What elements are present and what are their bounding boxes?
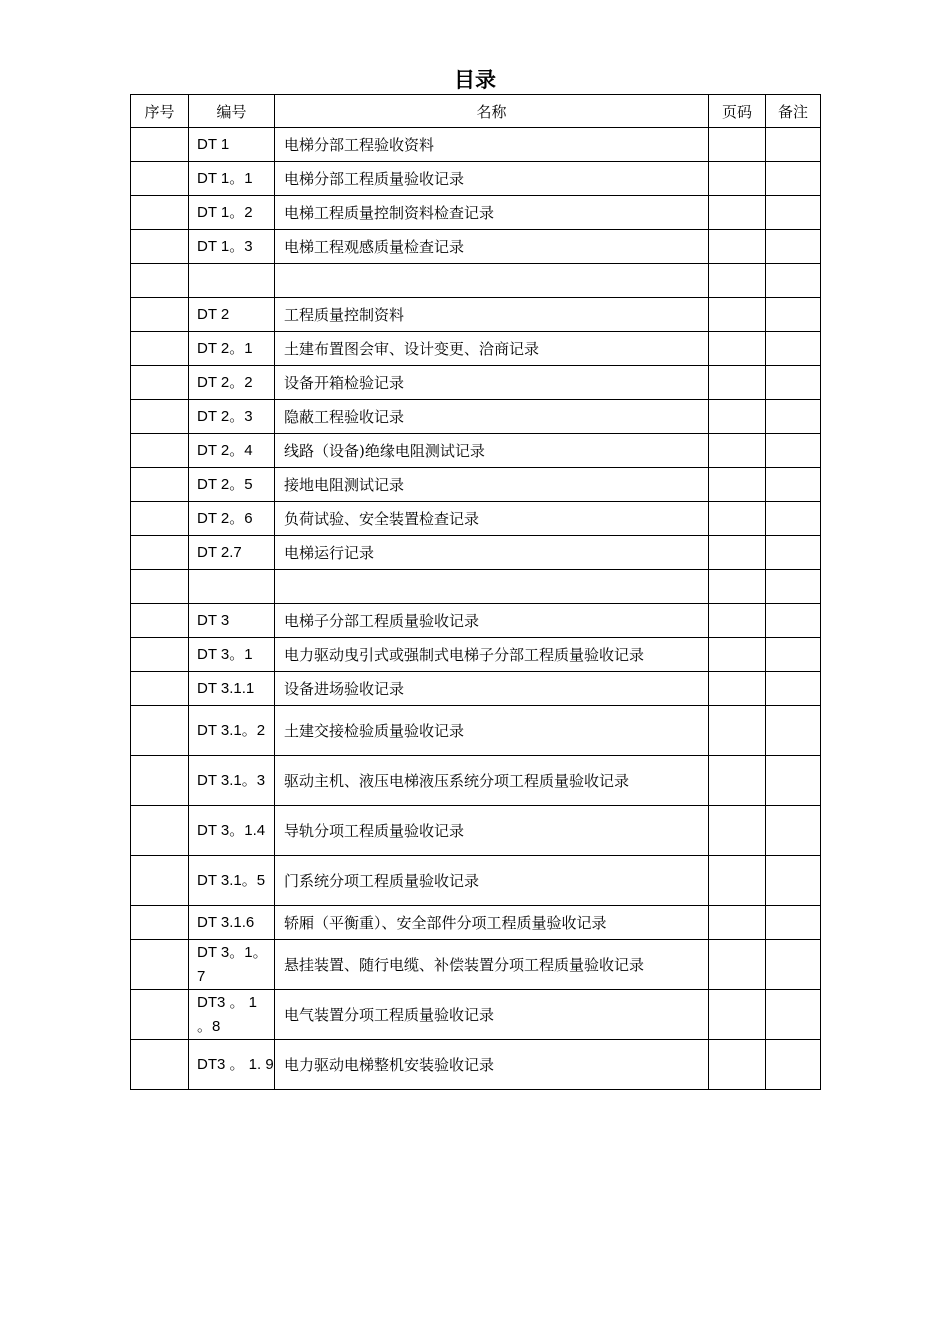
cell-code: DT 2。2 [189,366,275,400]
cell-no [131,332,189,366]
cell-page [709,468,766,502]
cell-name [275,264,709,298]
cell-remark [766,230,821,264]
cell-code: DT 2。5 [189,468,275,502]
cell-page [709,1040,766,1090]
cell-no [131,128,189,162]
cell-remark [766,264,821,298]
cell-name: 轿厢（平衡重）、安全部件分项工程质量验收记录 [275,906,709,940]
cell-no [131,502,189,536]
cell-remark [766,196,821,230]
table-row [131,468,821,502]
cell-code: DT 2。1 [189,332,275,366]
cell-name [275,570,709,604]
header-remark: 备注 [766,95,821,128]
cell-remark [766,940,821,990]
cell-page [709,906,766,940]
cell-remark [766,366,821,400]
cell-no [131,434,189,468]
cell-name: 设备开箱检验记录 [275,366,709,400]
cell-remark [766,856,821,906]
cell-remark [766,162,821,196]
cell-name: 电梯运行记录 [275,536,709,570]
cell-remark [766,298,821,332]
table-row [131,196,821,230]
table-row [131,940,821,990]
cell-code: DT 3.1。2 [189,706,275,756]
cell-code: DT 3.1.1 [189,672,275,706]
cell-no [131,468,189,502]
cell-no [131,856,189,906]
cell-no [131,536,189,570]
cell-remark [766,604,821,638]
table-row [131,570,821,604]
cell-code: DT 1 [189,128,275,162]
cell-name: 电气装置分项工程质量验收记录 [275,990,709,1040]
cell-page [709,264,766,298]
cell-page [709,366,766,400]
cell-page [709,400,766,434]
cell-no [131,230,189,264]
cell-page [709,638,766,672]
cell-code: DT 3。1.4 [189,806,275,856]
cell-code: DT 3.1。3 [189,756,275,806]
cell-remark [766,570,821,604]
cell-remark [766,756,821,806]
cell-code: DT 2 [189,298,275,332]
cell-name: 电梯子分部工程质量验收记录 [275,604,709,638]
cell-no [131,706,189,756]
table-row [131,332,821,366]
table-row [131,638,821,672]
cell-code: DT3 。 1 。8 [189,990,275,1040]
cell-no [131,264,189,298]
cell-code: DT 1。2 [189,196,275,230]
cell-page [709,672,766,706]
cell-name: 电力驱动曳引式或强制式电梯子分部工程质量验收记录 [275,638,709,672]
cell-no [131,196,189,230]
cell-name: 负荷试验、安全装置检查记录 [275,502,709,536]
cell-code: DT 3 [189,604,275,638]
cell-name: 门系统分项工程质量验收记录 [275,856,709,906]
cell-remark [766,434,821,468]
cell-remark [766,906,821,940]
header-page: 页码 [709,95,766,128]
cell-no [131,1040,189,1090]
cell-name: 设备进场验收记录 [275,672,709,706]
cell-code: DT 2。3 [189,400,275,434]
table-row [131,366,821,400]
table-row [131,162,821,196]
cell-name: 电梯分部工程质量验收记录 [275,162,709,196]
cell-no [131,756,189,806]
cell-no [131,604,189,638]
table-row [131,604,821,638]
cell-page [709,332,766,366]
cell-name: 悬挂装置、随行电缆、补偿装置分项工程质量验收记录 [275,940,709,990]
cell-code [189,570,275,604]
cell-name: 导轨分项工程质量验收记录 [275,806,709,856]
table-row [131,230,821,264]
cell-remark [766,638,821,672]
cell-page [709,298,766,332]
header-code: 编号 [189,95,275,128]
cell-no [131,672,189,706]
cell-code: DT 3.1.6 [189,906,275,940]
cell-code: DT 3。1。7 [189,940,275,990]
cell-name: 电力驱动电梯整机安装验收记录 [275,1040,709,1090]
cell-no [131,570,189,604]
cell-remark [766,332,821,366]
cell-no [131,366,189,400]
cell-page [709,806,766,856]
cell-name: 接地电阻测试记录 [275,468,709,502]
cell-code: DT 3。1 [189,638,275,672]
cell-page [709,502,766,536]
table-row [131,672,821,706]
cell-no [131,990,189,1040]
cell-page [709,128,766,162]
table-row [131,1040,821,1090]
cell-page [709,706,766,756]
cell-page [709,196,766,230]
cell-no [131,638,189,672]
cell-code: DT3 。 1. 9 [189,1040,275,1090]
cell-remark [766,672,821,706]
cell-remark [766,400,821,434]
header-no: 序号 [131,95,189,128]
cell-page [709,162,766,196]
table-header-row [131,95,821,128]
cell-remark [766,128,821,162]
cell-page [709,536,766,570]
table-row [131,756,821,806]
cell-remark [766,468,821,502]
cell-remark [766,706,821,756]
cell-page [709,604,766,638]
table-row [131,856,821,906]
cell-no [131,298,189,332]
table-row [131,502,821,536]
cell-name: 驱动主机、液压电梯液压系统分项工程质量验收记录 [275,756,709,806]
cell-no [131,940,189,990]
cell-no [131,162,189,196]
header-name: 名称 [275,95,709,128]
cell-code: DT 2。6 [189,502,275,536]
cell-code: DT 1。3 [189,230,275,264]
cell-remark [766,1040,821,1090]
cell-page [709,856,766,906]
table-row [131,128,821,162]
cell-no [131,400,189,434]
table-row [131,536,821,570]
table-row [131,906,821,940]
cell-page [709,990,766,1040]
cell-code: DT 2。4 [189,434,275,468]
table-row [131,990,821,1040]
cell-no [131,906,189,940]
page-title: 目录 [454,68,496,92]
table-row [131,706,821,756]
cell-code: DT 1。1 [189,162,275,196]
cell-name: 电梯工程观感质量检查记录 [275,230,709,264]
table-row [131,434,821,468]
cell-page [709,570,766,604]
cell-page [709,756,766,806]
cell-page [709,940,766,990]
toc-table [130,94,821,1090]
table-row [131,264,821,298]
cell-remark [766,536,821,570]
cell-name: 土建布置图会审、设计变更、洽商记录 [275,332,709,366]
cell-name: 线路（设备)绝缘电阻测试记录 [275,434,709,468]
cell-remark [766,806,821,856]
cell-page [709,434,766,468]
cell-code: DT 2.7 [189,536,275,570]
table-row [131,298,821,332]
cell-name: 电梯工程质量控制资料检查记录 [275,196,709,230]
table-row [131,806,821,856]
cell-remark [766,502,821,536]
cell-name: 电梯分部工程验收资料 [275,128,709,162]
cell-remark [766,990,821,1040]
cell-page [709,230,766,264]
cell-name: 隐蔽工程验收记录 [275,400,709,434]
cell-code: DT 3.1。5 [189,856,275,906]
cell-code [189,264,275,298]
cell-no [131,806,189,856]
cell-name: 工程质量控制资料 [275,298,709,332]
cell-name: 土建交接检验质量验收记录 [275,706,709,756]
table-row [131,400,821,434]
